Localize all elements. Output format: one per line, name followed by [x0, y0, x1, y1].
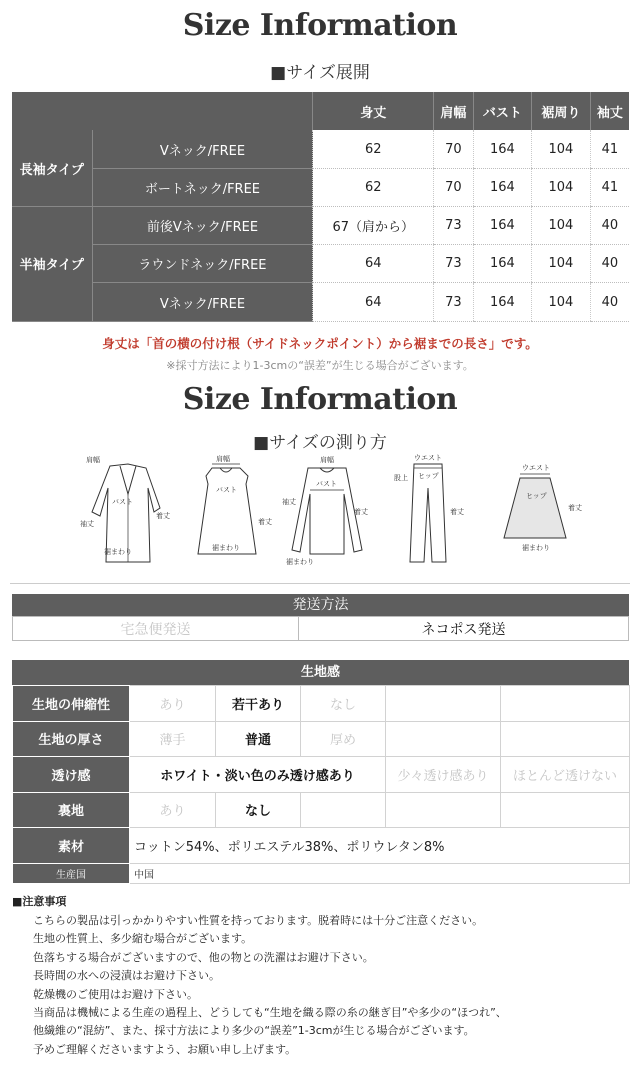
label-hem: 裾まわり	[522, 544, 550, 552]
shipping-option-nekopos: ネコポス発送	[299, 617, 629, 641]
label-hem: 裾まわり	[212, 544, 240, 552]
column-header: バスト	[473, 92, 532, 130]
caution-item: こちらの製品は引っかかりやすい性質を持っております。脱着時には十分ご注意ください。	[33, 914, 484, 927]
caution-list	[33, 912, 633, 1059]
empty-cell	[386, 792, 501, 828]
table-cell: 73	[434, 283, 474, 321]
caution-item: 当商品は機械による生産の過程上、どうしても“生地を織る際の糸の継ぎ目”や多少の“ほつれ”、	[33, 1006, 507, 1020]
table-cell: 40	[590, 245, 629, 283]
table-cell: 164	[473, 283, 532, 321]
table-cell: 73	[434, 245, 474, 283]
caution-item: 生地の性質上、多少縮む場合がございます。	[33, 932, 253, 946]
fabric-option: あり	[130, 792, 216, 828]
table-cell: 64	[313, 283, 434, 321]
length-definition-note: 身丈は「首の横の付け根（サイドネックポイント）から裾までの長さ」です。	[102, 336, 538, 351]
column-header: 肩幅	[434, 92, 474, 130]
table-row	[13, 828, 630, 864]
fabric-table	[12, 685, 630, 884]
table-cell: 104	[532, 168, 591, 206]
table-cell: 73	[434, 207, 474, 245]
table-cell: 41	[590, 130, 629, 168]
fabric-option-selected: 若干あり	[216, 686, 301, 722]
style-label: 前後Vネック/FREE	[92, 207, 313, 245]
fabric-option: 薄手	[130, 721, 216, 757]
column-header: 裾周り	[532, 92, 591, 130]
fabric-option: 厚め	[301, 721, 386, 757]
table-cell: 164	[473, 245, 532, 283]
size-range-subtitle: ■サイズ展開	[270, 63, 370, 83]
fabric-material-label: 素材	[13, 828, 130, 864]
table-cell: 41	[590, 168, 629, 206]
label-hip: ヒップ	[418, 472, 439, 480]
empty-cell	[301, 792, 386, 828]
caution-item: 色落ちする場合がございますので、他の物との洗濯はお避け下さい。	[33, 950, 374, 964]
table-row	[12, 130, 629, 168]
size-table-corner	[12, 92, 313, 130]
table-cell: 70	[434, 168, 474, 206]
label-shoulder: 肩幅	[216, 455, 230, 463]
label-hip: ヒップ	[526, 492, 547, 500]
table-cell: 62	[313, 168, 434, 206]
label-length: 着丈	[354, 508, 368, 516]
shipping-title: 発送方法	[12, 594, 629, 616]
fabric-origin-label: 生産国	[13, 863, 130, 883]
table-row	[12, 245, 629, 283]
style-label: Vネック/FREE	[92, 130, 313, 168]
caution-item: 他繊維の“混紡”、また、採寸方法により多少の“誤差”1-3cmが生じる場合がございます。	[33, 1024, 475, 1038]
measurement-diagrams	[70, 454, 630, 572]
fabric-thickness-label: 生地の厚さ	[13, 721, 130, 757]
fabric-lining-label: 裏地	[13, 792, 130, 828]
table-row	[13, 792, 630, 828]
size-info-heading-2: Size Information	[182, 382, 458, 417]
shipping-option-takkyubin: 宅急便発送	[13, 617, 299, 641]
table-cell: 40	[590, 283, 629, 321]
table-cell: 164	[473, 168, 532, 206]
coat-diagram	[80, 454, 170, 572]
measure-method-subtitle: ■サイズの測り方	[253, 433, 387, 453]
fabric-option: なし	[301, 686, 386, 722]
group-label: 長袖タイプ	[12, 130, 92, 206]
label-shoulder: 肩幅	[320, 456, 334, 464]
label-length: 着丈	[450, 508, 464, 516]
fabric-title: 生地感	[12, 660, 629, 685]
caution-item: 予めご理解くださいますよう、お願い申し上げます。	[33, 1042, 297, 1056]
shipping-options	[12, 616, 629, 641]
table-row	[13, 721, 630, 757]
table-row	[12, 207, 629, 245]
table-row	[13, 863, 630, 883]
table-cell: 104	[532, 207, 591, 245]
label-hem: 裾まわり	[104, 548, 132, 556]
table-cell: 40	[590, 207, 629, 245]
size-table-header	[12, 92, 629, 130]
fabric-option-selected: なし	[216, 792, 301, 828]
label-waist: ウエスト	[522, 464, 550, 472]
table-row	[13, 757, 630, 793]
empty-cell	[386, 686, 501, 722]
fabric-origin-value: 中国	[130, 863, 630, 883]
table-cell: 104	[532, 130, 591, 168]
fabric-option-selected: 普通	[216, 721, 301, 757]
caution-item: 乾燥機のご使用はお避け下さい。	[33, 987, 198, 1001]
group-label: 半袖タイプ	[12, 207, 92, 322]
empty-cell	[501, 792, 630, 828]
table-cell: 164	[473, 130, 532, 168]
size-table	[12, 92, 629, 322]
table-row	[12, 168, 629, 206]
column-header: 身丈	[313, 92, 434, 130]
size-info-heading: Size Information	[182, 8, 458, 43]
label-length: 着丈	[568, 504, 582, 512]
fabric-material-value: コットン54%、ポリエステル38%、ポリウレタン8%	[130, 828, 630, 864]
label-length: 着丈	[258, 518, 272, 526]
column-header: 袖丈	[590, 92, 629, 130]
table-row	[13, 686, 630, 722]
empty-cell	[386, 721, 501, 757]
label-hem: 裾まわり	[286, 558, 314, 566]
label-length: 着丈	[156, 512, 170, 520]
label-bust: バスト	[216, 486, 237, 494]
label-bust: バスト	[112, 498, 133, 506]
empty-cell	[501, 721, 630, 757]
dress-diagram	[182, 454, 272, 572]
fabric-option: あり	[130, 686, 216, 722]
label-shoulder: 肩幅	[86, 456, 100, 464]
section-divider	[10, 583, 630, 584]
caution-heading: ■注意事項	[12, 895, 67, 908]
label-waist: ウエスト	[414, 454, 442, 462]
label-rise: 股上	[394, 474, 408, 482]
table-cell: 104	[532, 283, 591, 321]
table-cell: 104	[532, 245, 591, 283]
style-label: Vネック/FREE	[92, 283, 313, 321]
label-sleeve: 袖丈	[80, 520, 94, 528]
measurement-error-note: ※採寸方法により1-3cmの“誤差”が生じる場合がございます。	[166, 359, 474, 372]
style-label: ラウンドネック/FREE	[92, 245, 313, 283]
fabric-option: 少々透け感あり	[386, 757, 501, 793]
pants-diagram	[382, 454, 472, 572]
table-cell: 62	[313, 130, 434, 168]
caution-item: 長時間の水への浸漬はお避け下さい。	[33, 969, 220, 983]
table-cell: 70	[434, 130, 474, 168]
fabric-option-selected: ホワイト・淡い色のみ透け感あり	[130, 757, 386, 793]
label-bust: バスト	[316, 480, 337, 488]
table-cell: 67（肩から）	[313, 207, 434, 245]
skirt-diagram	[490, 454, 580, 572]
label-sleeve: 袖丈	[282, 498, 296, 506]
table-cell: 64	[313, 245, 434, 283]
table-cell: 164	[473, 207, 532, 245]
table-row	[12, 283, 629, 321]
fabric-option: ほとんど透けない	[501, 757, 630, 793]
fabric-sheer-label: 透け感	[13, 757, 130, 793]
empty-cell	[501, 686, 630, 722]
style-label: ボートネック/FREE	[92, 168, 313, 206]
fabric-stretch-label: 生地の伸縮性	[13, 686, 130, 722]
top-diagram	[282, 454, 372, 572]
